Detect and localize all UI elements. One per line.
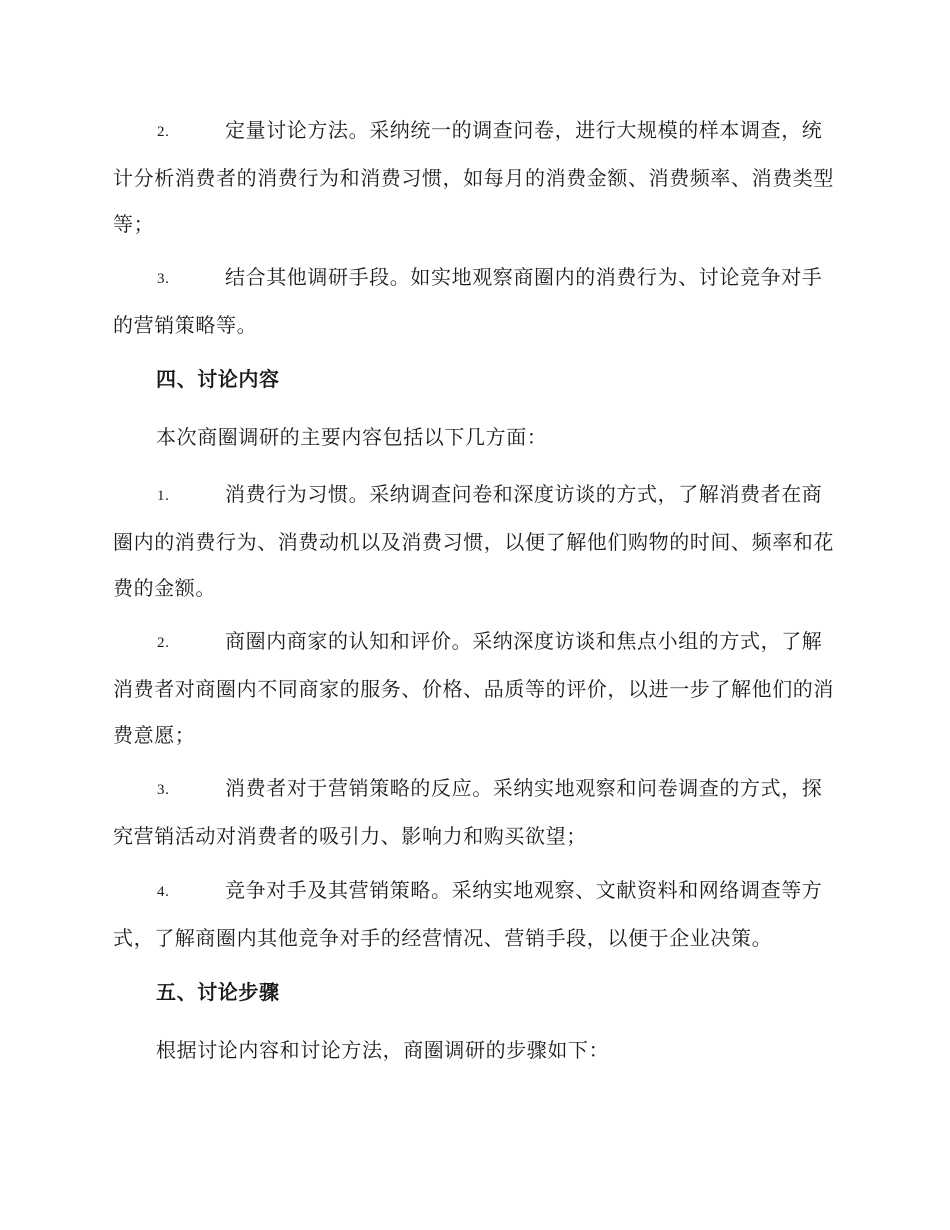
intro-paragraph: 根据讨论内容和讨论方法，商圈调研的步骤如下：	[156, 1038, 610, 1062]
list-number: 4.	[157, 884, 170, 900]
list-item	[113, 618, 835, 758]
list-item-text: 消费者对于营销策略的反应。采纳实地观察和问卷调查的方式，探究营销活动对消费者的吸引力、影响力和购买欲望；	[113, 776, 823, 848]
list-item-text: 消费行为习惯。采纳调查问卷和深度访谈的方式，了解消费者在商圈内的消费行为、消费动机以及消费习惯，以便了解他们购物的时间、频率和花费的金额。	[113, 482, 834, 600]
list-item	[113, 765, 835, 859]
list-item-text: 结合其他调研手段。如实地观察商圈内的消费行为、讨论竞争对手的营销策略等。	[113, 265, 823, 337]
list-number: 1.	[157, 488, 170, 504]
list-item	[113, 867, 835, 961]
list-number: 2.	[157, 635, 170, 651]
section-heading: 四、讨论内容	[156, 367, 280, 391]
list-item-text: 定量讨论方法。采纳统一的调查问卷，进行大规模的样本调查，统计分析消费者的消费行为和消费习惯，如每月的消费金额、消费频率、消费类型等；	[113, 118, 834, 236]
list-number: 3.	[157, 271, 170, 287]
list-item-text: 商圈内商家的认知和评价。采纳深度访谈和焦点小组的方式，了解消费者对商圈内不同商家的服务、价格、品质等的评价，以进一步了解他们的消费意愿；	[113, 629, 834, 747]
list-number: 3.	[157, 782, 170, 798]
list-item-text: 竞争对手及其营销策略。采纳实地观察、文献资料和网络调查等方式，了解商圈内其他竞争对手的经营情况、营销手段，以便于企业决策。	[113, 878, 823, 950]
list-item	[113, 471, 835, 611]
list-number: 2.	[157, 124, 170, 140]
list-item	[113, 107, 835, 247]
intro-paragraph: 本次商圈调研的主要内容包括以下几方面：	[156, 425, 548, 449]
section-heading: 五、讨论步骤	[156, 980, 280, 1004]
list-item	[113, 254, 835, 348]
